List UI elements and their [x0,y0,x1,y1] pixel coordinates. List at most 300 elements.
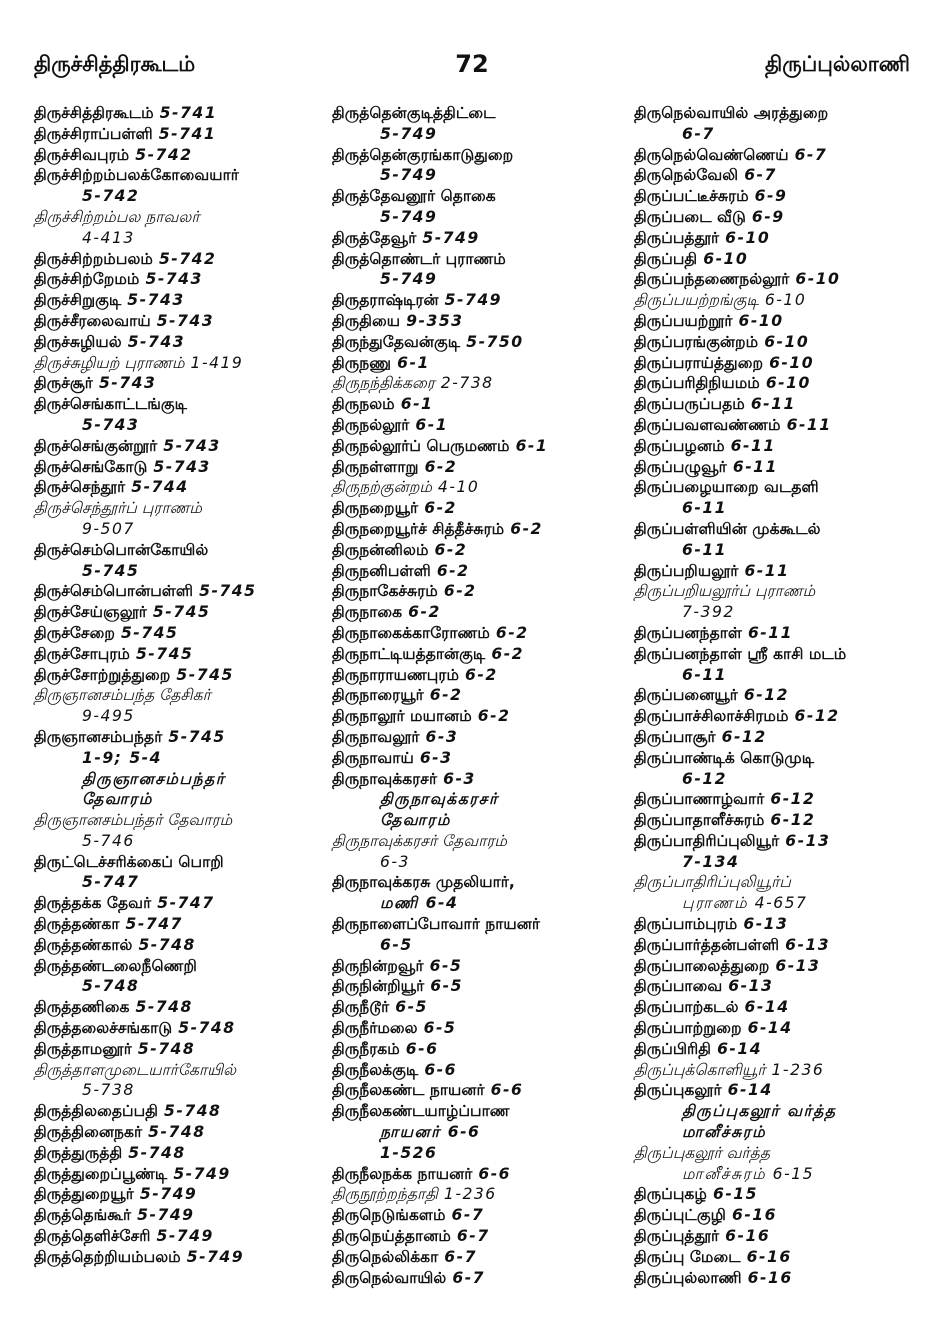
entry-reference: 5-749 [173,1164,231,1183]
index-entry [634,748,924,790]
index-entry [332,956,622,977]
index-entry [634,1018,924,1039]
entry-term: திருச்சிராப்பள்ளி [34,124,153,143]
entry-term: திருப்பறியலூர் [634,561,739,580]
index-entry [634,956,924,977]
index-entry [332,997,622,1018]
entry-term: திருப்பாச்சிலாச்சிரமம் [634,707,789,726]
index-entry [332,1018,622,1039]
entry-reference: 9-353 [406,311,464,330]
index-entry [34,623,324,644]
entry-reference: 5-748 [148,1123,206,1142]
entry-term: திருநாவுக்கரசர் தேவாரம் [332,831,507,850]
entry-reference: 5-745 [152,603,211,622]
entry-term: திருநறையூர் [332,499,419,518]
entry-term: திருச்சிவபுரம் [34,145,130,164]
entry-reference: 6-12 [743,686,789,705]
entry-reference: 6-11 [744,561,790,580]
entry-reference: 6-7 [452,1268,486,1287]
index-entry [634,789,924,810]
entry-reference: 5-745 [168,727,226,746]
entry-term: திருச்சேறை [34,623,115,642]
entry-reference: 5-750 [466,332,524,351]
entry-reference: 6-13 [775,956,821,975]
entry-reference: 6-5 [423,1019,457,1038]
entry-continuation: திருப்புகலூர் வர்த்த [682,1102,837,1121]
entry-reference: 5-741 [158,124,217,143]
index-entry [34,457,324,478]
index-entry [34,914,324,935]
entry-reference: 6-12 [770,790,816,809]
entry-term: திருப்பாண்டிக் கொடுமுடி [634,748,815,767]
index-entry [332,373,622,394]
index-entry [634,706,924,727]
index-entry [332,540,622,561]
entry-term: திருப்பந்தணைநல்லூர் [634,270,790,289]
index-entry [332,1039,622,1060]
index-entry [332,457,622,478]
index-entry [332,1080,622,1101]
entry-term: திருநீலகண்டயாழ்ப்பாண [332,1102,510,1121]
index-entry [34,477,324,498]
entry-reference: 5-749 [186,1247,245,1266]
entry-reference: 6-3 [443,769,476,788]
entry-continuation: 5-749 [380,270,438,289]
entry-continuation: 6-3 [380,852,410,871]
entry-reference: 5-749 [444,291,503,310]
index-entry [332,519,622,540]
entry-term: திருத்தினைநகர் [34,1123,143,1142]
entry-reference: 6-7 [456,1227,490,1246]
entry-term: திருச்சோபுரம் [34,644,130,663]
entry-term: திருச்செங்கோடு [34,457,148,476]
entry-term: திருட்டெச்சரிக்கைப் பொறி [34,852,224,871]
entry-term: திருப்பனையூர் [634,686,738,705]
index-entry [34,1247,324,1268]
entry-term: திருச்சிற்றேமம் [34,270,140,289]
entry-reference: 6-6 [478,1164,512,1183]
entry-term: திருப்பாதிரிப்புலியூர்ப் [634,873,791,892]
index-entry [34,124,324,145]
index-entry [634,519,924,561]
entry-term: திருப்புட்குழி [634,1206,726,1225]
index-entry [634,561,924,582]
entry-reference: 6-15 [712,1185,758,1204]
entry-continuation: 5-747 [82,873,140,892]
entry-reference: 6-16 [725,1227,771,1246]
index-entry [332,1101,622,1163]
entry-reference: 6-10 [703,249,749,268]
index-entry [34,332,324,353]
entry-reference: 5-749 [139,1185,198,1204]
entry-term: திருப்பயற்றங்குடி [634,291,759,310]
index-entry [332,769,622,831]
entry-reference: 6-10 [769,353,815,372]
index-entry [332,685,622,706]
entry-term: திருநாலூர் மயானம் [332,707,472,726]
index-entry [634,581,924,623]
entry-continuation: 6-5 [380,935,413,954]
entry-term: திருநீடூர் [332,998,390,1017]
entry-term: திருப்பழையாறை வடதளி [634,478,819,497]
entry-reference: 6-2 [491,644,525,663]
entry-term: திருப்பாற்கடல் [634,998,739,1017]
entry-term: திருச்சிற்றம்பல நாவலர் [34,207,200,226]
index-entry [34,165,324,207]
entry-term: திருநல்லூர் [332,415,410,434]
index-entry [332,145,622,187]
index-entry [332,1184,622,1205]
index-entry [634,872,924,914]
index-entry [634,353,924,374]
entry-term: திருச்செம்பொன்பள்ளி [34,582,194,601]
entry-term: திருத்தண்கால் [34,935,133,954]
index-entry [332,665,622,686]
index-entry [634,394,924,415]
entry-term: திருநீர்மலை [332,1019,418,1038]
entry-reference: 4-10 [437,478,480,497]
index-entry [34,436,324,457]
entry-continuation: 9-495 [82,707,135,726]
entry-reference: 5-749 [137,1206,195,1225]
entry-term: திருநாவலூர் [332,727,420,746]
entry-term: திருநெல்வேலி [634,166,739,185]
entry-term: திருநலம் [332,395,395,414]
entry-reference: 6-3 [425,727,459,746]
entry-term: திருத்தாமனூர் [34,1039,132,1058]
entry-term: திருநீலக்குடி [332,1060,419,1079]
entry-reference: 6-2 [436,561,470,580]
entry-continuation: 5-746 [82,831,135,850]
entry-term: திருப்பிரிதி [634,1039,712,1058]
entry-reference: 6-7 [451,1206,485,1225]
entry-term: திருப்பராய்த்துறை [634,353,764,372]
index-entry [332,332,622,353]
entry-reference: 6-2 [424,499,457,518]
entry-term: திருப்பாவை [634,977,723,996]
index-entry [634,1268,924,1289]
entry-term: திருப்பழுவூர் [634,457,727,476]
entry-reference: 6-11 [730,436,776,455]
index-entry [634,477,924,519]
index-entry [332,914,622,956]
entry-term: திருத்திலதைப்பதி [34,1102,159,1121]
entry-reference: 5-743 [163,436,221,455]
entry-term: திருப்பவளவண்ணம் [634,415,781,434]
entry-term: திருஞானசம்பந்தர் [34,727,163,746]
index-entry [332,976,622,997]
index-entry [332,103,622,145]
entry-reference: 5-743 [127,291,185,310]
entry-reference: 6-6 [424,1060,458,1079]
entry-term: திருநாவுக்கரசர் [332,769,438,788]
index-entry [634,165,924,186]
entry-reference: 6-10 [764,291,807,310]
index-entry [332,581,622,602]
index-entry [634,269,924,290]
entry-continuation: 5-745 [82,561,140,580]
index-entry [634,228,924,249]
entry-term: திருச்சிற்றம்பலக்கோவையார் [34,166,239,185]
entry-term: திருச்சிறுகுடி [34,291,122,310]
entry-term: திருப்பனந்தாள் [634,623,742,642]
entry-reference: 6-10 [765,374,811,393]
entry-reference: 5-743 [145,270,203,289]
entry-continuation: 6-11 [682,665,728,684]
index-entry [34,394,324,436]
index-entry [634,727,924,748]
index-entry [34,935,324,956]
entry-term: திருப்பார்த்தன்பள்ளி [634,935,780,954]
entry-continuation: தேவாரம் [380,811,451,830]
entry-term: திருப்புல்லாணி [634,1268,742,1287]
entry-continuation: 5-749 [380,207,438,226]
entry-reference: 6-6 [405,1039,439,1058]
entry-reference: 5-748 [135,998,193,1017]
entry-reference: 6-2 [477,707,511,726]
entry-term: திருப்பாணாழ்வார் [634,790,765,809]
entry-term: திருத்துறைப்பூண்டி [34,1164,168,1183]
entry-continuation: மானீச்சுரம் 6-15 [682,1164,815,1183]
entry-term: திருச்செந்தூர்ப் புராணம் [34,499,202,518]
entry-term: திருப்பட்டீச்சுரம் [634,187,749,206]
index-entry [34,1205,324,1226]
index-entry [34,1226,324,1247]
entry-reference: 6-1 [415,415,449,434]
index-entry [332,228,622,249]
entry-continuation: நாயனர் 6-6 [380,1123,481,1142]
index-entry [34,581,324,602]
entry-term: திருநீரகம் [332,1039,400,1058]
entry-term: திருநெடுங்களம் [332,1206,446,1225]
entry-term: திருப்புக்கொளியூர் [634,1060,766,1079]
index-entry [634,1205,924,1226]
entry-reference: 6-2 [465,665,498,684]
index-entry [634,1039,924,1060]
entry-reference: 6-5 [429,956,463,975]
entry-term: திருந்துதேவன்குடி [332,332,461,351]
page-number: 72 [455,50,489,78]
entry-reference: 6-5 [395,998,428,1017]
entry-term: திருத்தெற்றியம்பலம் [34,1247,181,1266]
entry-term: திருச்சித்திரகூடம் [34,104,154,122]
entry-continuation: 6-11 [682,499,728,518]
entry-term: திருச்செங்குன்றூர் [34,436,158,455]
entry-term: திருநன்னிலம் [332,540,429,559]
index-entry [332,602,622,623]
entry-term: திருப்பயற்றூர் [634,311,733,330]
index-column-2 [332,103,622,1288]
entry-continuation: 7-392 [682,603,735,622]
entry-reference: 1-419 [190,353,244,372]
entry-reference: 6-10 [738,311,784,330]
entry-term: திருநின்றவூர் [332,956,424,975]
entry-reference: 6-14 [727,1081,773,1100]
entry-term: திருப்பத்தூர் [634,228,720,247]
entry-reference: 6-1 [400,395,434,414]
entry-term: திருப்பதி [634,249,698,268]
index-entry [34,353,324,374]
index-entry [332,748,622,769]
entry-term: திருஞானசம்பந்தர் தேவாரம் [34,811,233,830]
entry-term: திருத்துறையூர் [34,1185,134,1204]
index-entry [34,1184,324,1205]
entry-reference: 6-7 [794,145,828,164]
index-entry [634,1143,924,1185]
entry-reference: 6-16 [731,1206,777,1225]
entry-reference: 5-741 [159,104,218,122]
entry-reference: 6-2 [434,540,468,559]
entry-term: திருநாகேச்சுரம் [332,582,438,601]
index-entry [634,914,924,935]
index-entry [332,1205,622,1226]
index-entry [34,207,324,249]
index-entry [332,311,622,332]
index-entry [332,415,622,436]
entry-reference: 5-747 [125,915,183,934]
index-entry [634,1226,924,1247]
entry-term: திருப்புத்தூர் [634,1227,720,1246]
entry-continuation: 5-738 [82,1081,135,1100]
entry-reference: 6-12 [794,707,840,726]
entry-continuation: 5-742 [82,187,140,206]
entry-continuation: 9-507 [82,519,135,538]
entry-reference: 6-10 [795,270,841,289]
entry-reference: 6-2 [443,582,477,601]
entry-term: திருப்பறியலூர்ப் புராணம் [634,582,816,601]
entry-term: திருத்தெங்கூர் [34,1206,132,1225]
index-entry [34,1143,324,1164]
index-entry [634,311,924,332]
entry-term: திருத்தணிகை [34,998,130,1017]
entry-term: திருப்புகலூர் வர்த்த [634,1143,770,1162]
index-entry [634,644,924,686]
entry-reference: 5-743 [156,311,215,330]
entry-term: திருநல்லூர்ப் பெருமணம் [332,436,510,455]
index-entry [34,540,324,582]
entry-term: திருத்தென்குரங்காடுதுறை [332,145,514,164]
entry-term: திருத்தொண்டர் புராணம் [332,249,506,268]
entry-reference: 6-5 [430,977,463,996]
entry-term: திருநீலநக்க நாயனர் [332,1164,473,1183]
entry-reference: 5-745 [120,623,179,642]
entry-reference: 5-742 [158,249,217,268]
entry-term: திருநனிபள்ளி [332,561,431,580]
index-entry [634,623,924,644]
index-entry [34,373,324,394]
index-entry [332,498,622,519]
entry-reference: 6-2 [424,457,458,476]
index-entry [34,103,324,124]
index-entry [634,436,924,457]
entry-term: திருப்பாற்றுறை [634,1019,742,1038]
entry-term: திருநாகைக்காரோணம் [332,623,490,642]
entry-term: திருநெல்லிக்கா [332,1247,439,1266]
index-entry [634,373,924,394]
index-entry [332,831,622,873]
entry-reference: 6-14 [747,1019,793,1038]
entry-term: திருச்சிற்றம்பலம் [34,249,153,268]
index-entry [634,332,924,353]
entry-term: திருப்புகலூர் [634,1081,722,1100]
entry-term: திருநாகை [332,603,403,622]
entry-term: திருத்தண்கா [34,915,120,934]
entry-reference: 6-9 [751,207,785,226]
entry-reference: 6-13 [785,935,831,954]
entry-term: திருதராஷ்டிரன் [332,291,439,310]
entry-reference: 6-13 [743,915,789,934]
entry-reference: 5-748 [128,1143,186,1162]
entry-reference: 5-748 [178,1019,236,1038]
index-entry [634,810,924,831]
entry-reference: 5-745 [199,582,257,601]
index-entry [634,935,924,956]
index-entry [332,394,622,415]
entry-reference: 6-10 [725,228,771,247]
entry-reference: 1-236 [771,1060,825,1079]
entry-reference: 6-2 [495,623,529,642]
entry-reference: 1-236 [443,1185,497,1204]
index-entry [34,1122,324,1143]
entry-reference: 6-13 [785,831,831,850]
index-entry [332,353,622,374]
entry-continuation: 6-7 [682,124,715,143]
entry-continuation: 1-526 [380,1143,438,1162]
entry-term: திருநாளைப்போவார் நாயனர் [332,915,541,934]
entry-term: திருப்படை வீடு [634,207,746,226]
entry-reference: 6-2 [510,519,543,538]
index-entry [34,852,324,894]
entry-continuation: திருநாவுக்கரசர் [380,790,499,809]
page-header [34,52,910,86]
index-entry [34,1101,324,1122]
entry-term: திருத்தலைச்சங்காடு [34,1019,173,1038]
index-entry [34,1060,324,1102]
entry-term: திருத்தேவனூர் தொகை [332,187,496,206]
index-entry [34,498,324,540]
entry-term: திருப்பாதாளீச்சுரம் [634,811,765,830]
index-entry [332,249,622,291]
entry-term: திருப்பனந்தாள் ஸ்ரீ காசி மடம் [634,644,847,663]
index-entry [34,602,324,623]
index-entry [34,249,324,270]
entry-term: திருப்பாலைத்துறை [634,956,770,975]
entry-reference: 6-6 [490,1081,524,1100]
index-entry [634,1184,924,1205]
entry-term: திருநற்குன்றம் [332,478,432,497]
entry-term: திருநறையூர்ச் சித்தீச்சுரம் [332,519,505,538]
index-entry [34,1039,324,1060]
entry-reference: 6-13 [728,977,774,996]
index-entry [634,1247,924,1268]
entry-continuation: தேவாரம் [82,790,153,809]
index-entry [34,685,324,727]
index-entry [332,706,622,727]
index-entry [332,1247,622,1268]
entry-reference: 5-748 [138,935,196,954]
index-entry [634,1080,924,1142]
entry-reference: 5-743 [153,457,211,476]
entry-term: திருப்பழனம் [634,436,725,455]
entry-term: திருநாரையூர் [332,686,424,705]
entry-reference: 5-745 [176,665,234,684]
entry-term: திருநெல்வாயில் அரத்துறை [634,104,829,122]
entry-reference: 6-16 [747,1268,793,1287]
entry-term: திருப்புகழ் [634,1185,707,1204]
index-entry [34,311,324,332]
entry-term: திருப்பாதிரிப்புலியூர் [634,831,780,850]
index-entry [34,644,324,665]
